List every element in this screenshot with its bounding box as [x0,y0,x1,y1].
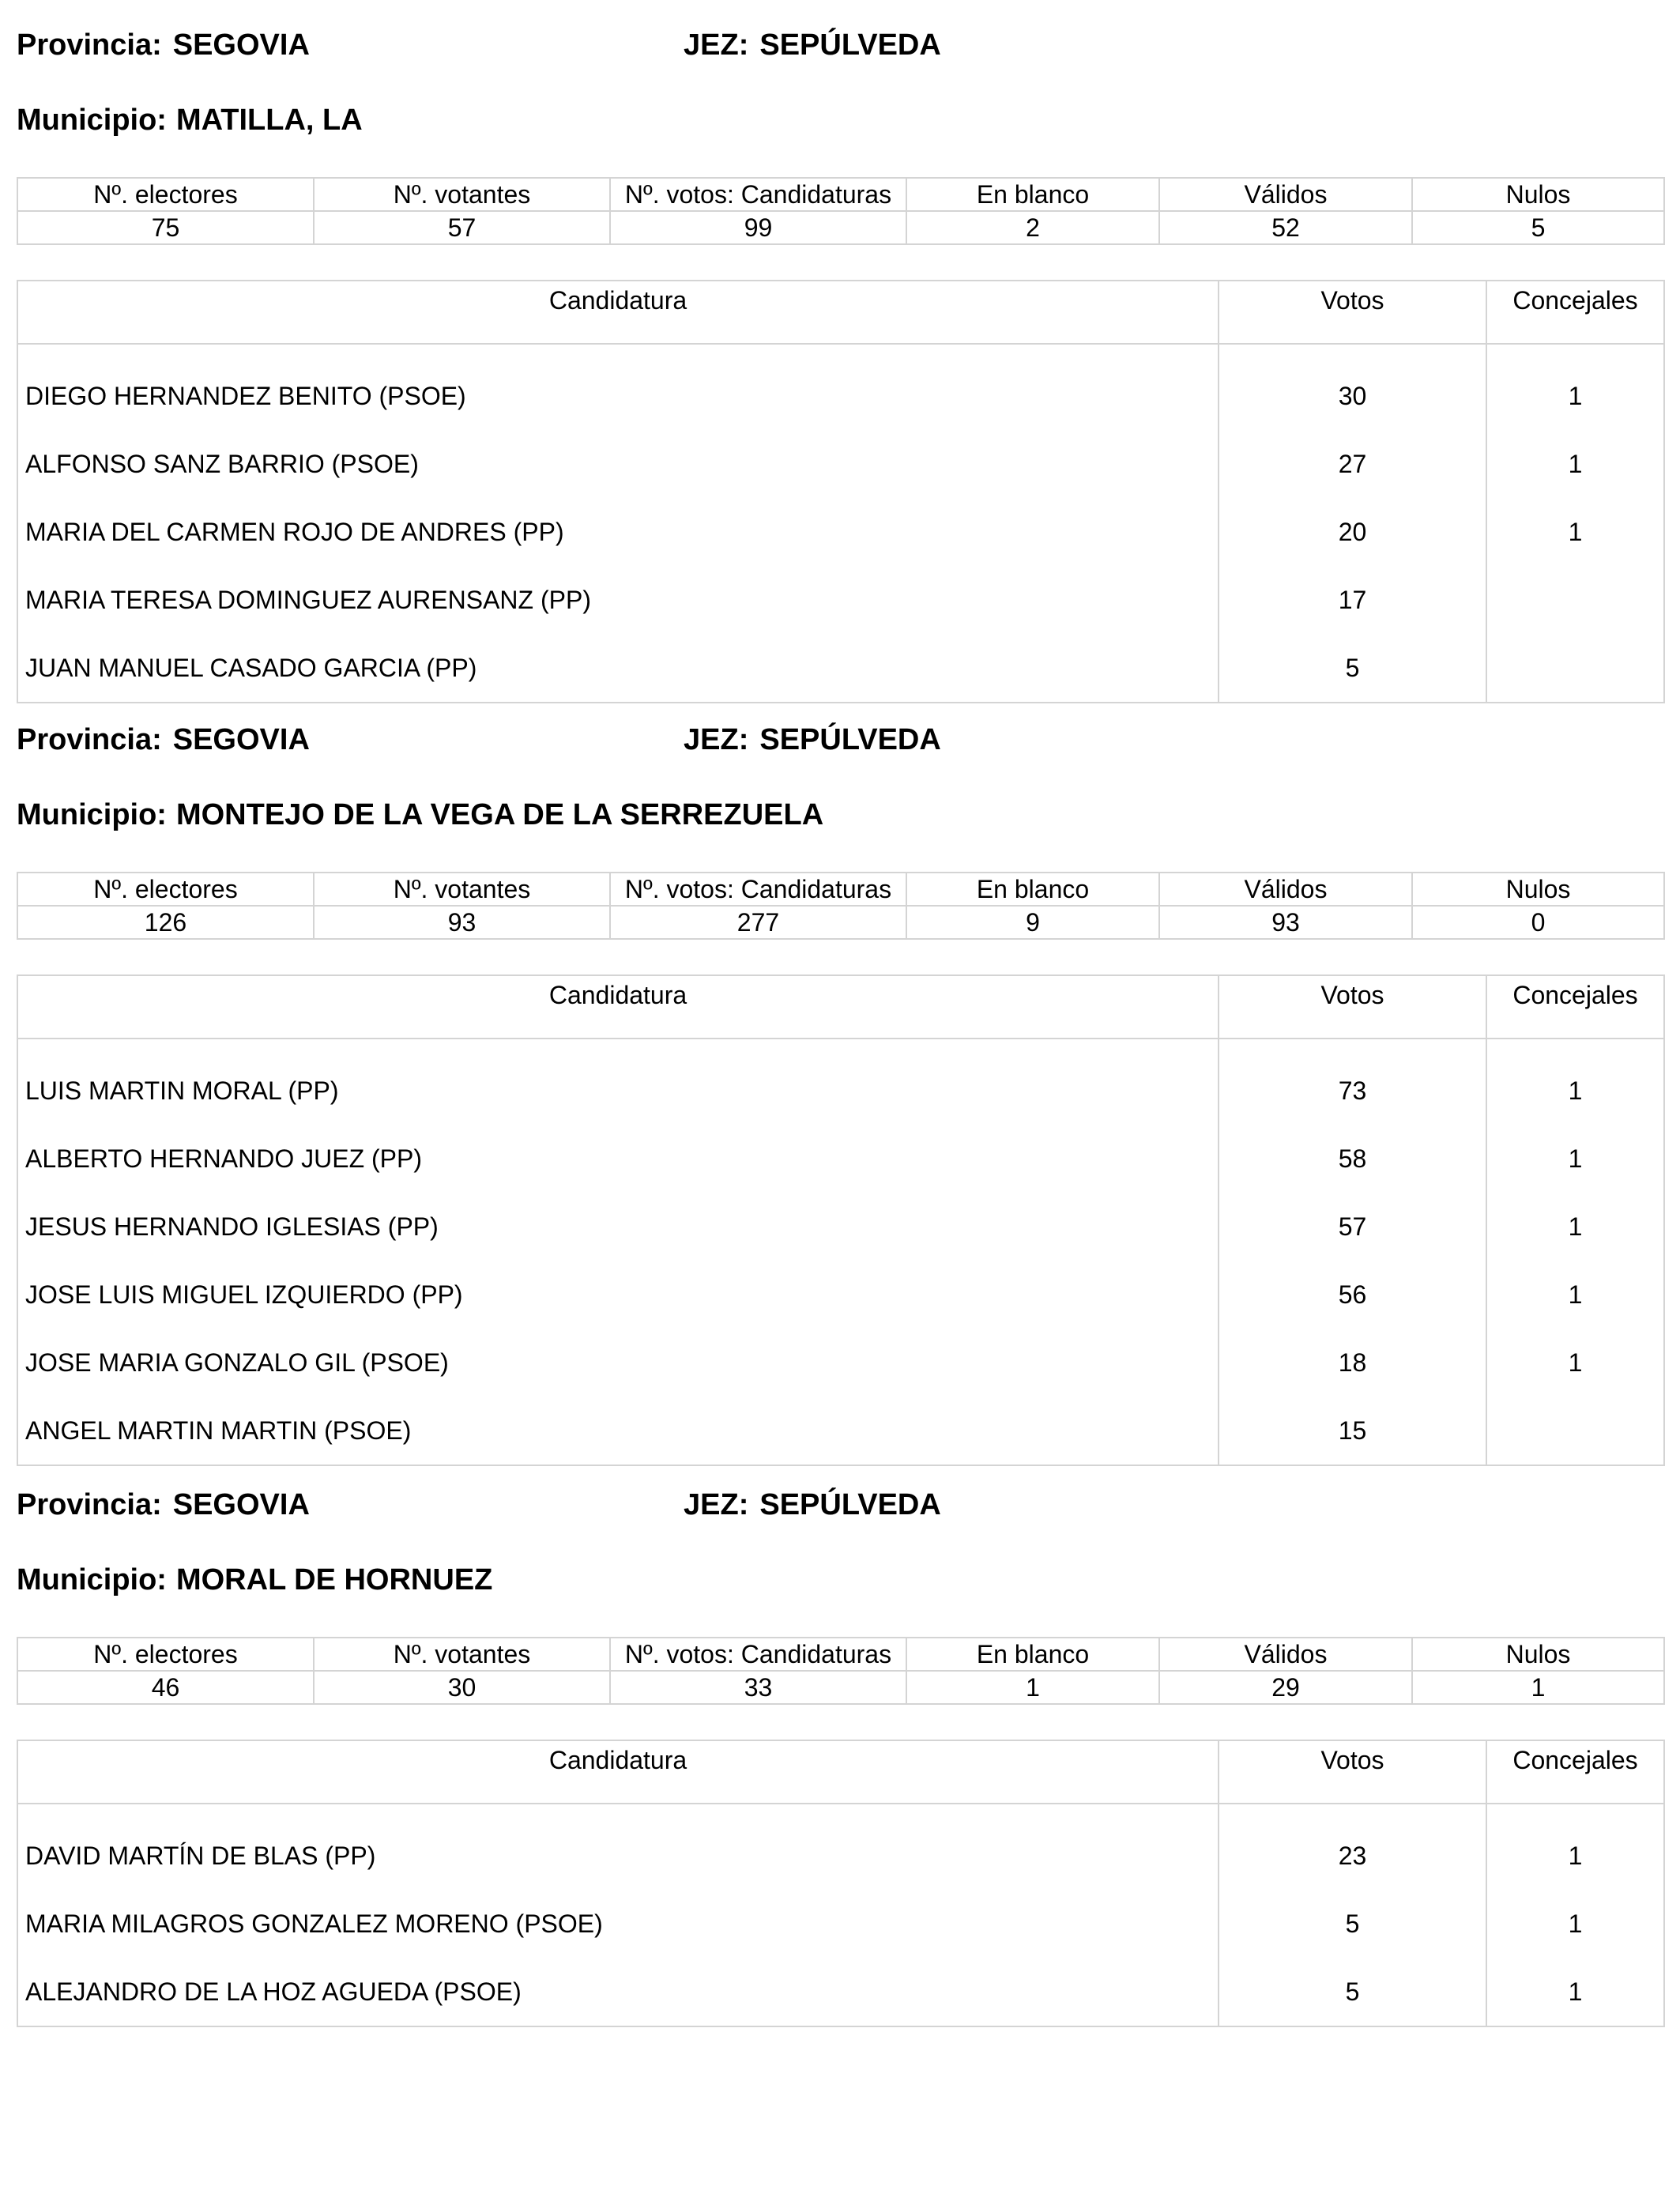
candidate-row [17,498,1664,566]
candidate-councillors: 1 [1486,1890,1664,1958]
candidates-header-cell: Concejales [1486,1740,1664,1804]
section-header [17,719,1663,760]
candidate-votes: 5 [1219,1890,1486,1958]
candidate-name: ALEJANDRO DE LA HOZ AGUEDA (PSOE) [25,1977,522,2006]
candidate-votes: 30 [1219,344,1486,430]
summary-value-cell: 57 [314,211,610,244]
summary-value-cell: 9 [906,906,1159,939]
summary-value-cell: 93 [314,906,610,939]
municipio [17,100,363,141]
candidate-row [17,1958,1664,2026]
municipality-section [17,719,1663,1445]
summary-header-cell: Válidos [1159,178,1412,211]
candidate-councillors: 1 [1486,1329,1664,1397]
jez [684,25,941,66]
candidate-votes: 5 [1219,634,1486,703]
municipio [17,1559,492,1600]
summary-header-cell: Válidos [1159,873,1412,906]
candidate-row [17,344,1664,430]
summary-value-cell: 5 [1412,211,1664,244]
jez [684,1484,941,1525]
jez-value: SEPÚLVEDA [759,28,941,62]
candidate-votes: 73 [1219,1039,1486,1125]
summary-value-cell: 52 [1159,211,1412,244]
municipio-label: Municipio: [17,798,167,831]
candidate-councillors: 1 [1486,498,1664,566]
summary-header-row [17,1638,1664,1671]
candidate-name: LUIS MARTIN MORAL (PP) [25,1076,339,1105]
candidate-row [17,1329,1664,1397]
candidate-row [17,566,1664,634]
summary-header-cell: En blanco [906,873,1159,906]
candidate-councillors [1486,1397,1664,1465]
candidates-header-cell: Votos [1219,975,1486,1039]
provincia-label: Provincia: [17,1488,162,1521]
candidates-header-row [17,281,1664,344]
candidate-name: ALBERTO HERNANDO JUEZ (PP) [25,1144,423,1173]
summary-header-cell: Nulos [1412,873,1664,906]
jez-value: SEPÚLVEDA [759,1488,941,1521]
summary-value-cell: 30 [314,1671,610,1704]
candidate-councillors: 1 [1486,1125,1664,1193]
candidate-votes: 18 [1219,1329,1486,1397]
candidate-votes: 23 [1219,1804,1486,1890]
candidates-header-cell: Votos [1219,281,1486,344]
candidate-row [17,1261,1664,1329]
summary-value-cell: 1 [1412,1671,1664,1704]
candidate-councillors: 1 [1486,430,1664,498]
candidate-votes: 20 [1219,498,1486,566]
summary-value-row [17,1671,1664,1704]
summary-value-cell: 99 [610,211,906,244]
municipio-label: Municipio: [17,104,167,137]
jez-label: JEZ: [684,28,749,62]
provincia-label: Provincia: [17,28,162,62]
candidate-row [17,1804,1664,1890]
summary-header-cell: Nº. votantes [314,1638,610,1671]
municipio-value: MORAL DE HORNUEZ [175,1563,493,1596]
jez-label: JEZ: [684,1488,749,1521]
candidates-table [17,1740,1665,2027]
summary-header-cell: Nº. votantes [314,873,610,906]
candidate-votes: 56 [1219,1261,1486,1329]
summary-header-cell: Nº. electores [17,178,314,211]
summary-value-cell: 93 [1159,906,1412,939]
summary-value-cell: 33 [610,1671,906,1704]
candidate-row [17,634,1664,703]
candidate-name: JOSE MARIA GONZALO GIL (PSOE) [25,1348,449,1377]
candidate-councillors [1486,634,1664,703]
candidate-row [17,1039,1664,1125]
candidate-name: JOSE LUIS MIGUEL IZQUIERDO (PP) [25,1280,463,1309]
candidate-votes: 27 [1219,430,1486,498]
provincia-value: SEGOVIA [172,723,310,756]
jez-value: SEPÚLVEDA [759,723,941,756]
summary-value-cell: 29 [1159,1671,1412,1704]
summary-header-cell: Nº. votos: Candidaturas [610,178,906,211]
municipio [17,794,823,835]
candidates-header-cell: Concejales [1486,975,1664,1039]
municipality-section [17,1484,1663,2006]
candidate-councillors [1486,566,1664,634]
candidates-header-cell: Votos [1219,1740,1486,1804]
provincia [17,1484,310,1525]
provincia-value: SEGOVIA [172,1488,310,1521]
candidate-name: JUAN MANUEL CASADO GARCIA (PP) [25,654,477,682]
candidate-councillors: 1 [1486,1804,1664,1890]
candidates-header-cell: Candidatura [17,975,1219,1039]
provincia-value: SEGOVIA [172,28,310,62]
candidate-councillors: 1 [1486,1039,1664,1125]
jez-label: JEZ: [684,723,749,756]
summary-value-cell: 46 [17,1671,314,1704]
summary-header-cell: Nº. votos: Candidaturas [610,1638,906,1671]
candidate-name: ALFONSO SANZ BARRIO (PSOE) [25,450,419,478]
candidates-table [17,280,1665,703]
summary-header-cell: Nº. votos: Candidaturas [610,873,906,906]
summary-value-row [17,906,1664,939]
candidate-councillors: 1 [1486,344,1664,430]
candidate-name: ANGEL MARTIN MARTIN (PSOE) [25,1416,412,1445]
summary-table [17,177,1665,245]
summary-header-cell: En blanco [906,1638,1159,1671]
provincia-label: Provincia: [17,723,162,756]
summary-header-cell: Nulos [1412,178,1664,211]
summary-header-cell: En blanco [906,178,1159,211]
summary-table [17,1637,1665,1705]
candidates-header-cell: Concejales [1486,281,1664,344]
summary-header-cell: Nº. electores [17,873,314,906]
summary-header-row [17,178,1664,211]
candidate-councillors: 1 [1486,1193,1664,1261]
candidate-name: DAVID MARTÍN DE BLAS (PP) [25,1842,376,1870]
candidate-votes: 58 [1219,1125,1486,1193]
candidate-name: MARIA DEL CARMEN ROJO DE ANDRES (PP) [25,518,564,546]
candidate-row [17,1193,1664,1261]
summary-header-cell: Nulos [1412,1638,1664,1671]
municipio-label: Municipio: [17,1563,167,1596]
section-header [17,25,1663,66]
municipio-value: MONTEJO DE LA VEGA DE LA SERREZUELA [175,798,824,831]
provincia [17,719,310,760]
summary-header-cell: Válidos [1159,1638,1412,1671]
candidate-name: DIEGO HERNANDEZ BENITO (PSOE) [25,382,466,410]
summary-value-cell: 1 [906,1671,1159,1704]
municipio-value: MATILLA, LA [175,104,363,137]
section-header [17,1484,1663,1525]
candidates-header-cell: Candidatura [17,1740,1219,1804]
candidates-header-cell: Candidatura [17,281,1219,344]
municipality-section [17,25,1663,682]
candidates-header-row [17,1740,1664,1804]
candidate-votes: 5 [1219,1958,1486,2026]
summary-value-cell: 75 [17,211,314,244]
summary-value-row [17,211,1664,244]
summary-value-cell: 2 [906,211,1159,244]
candidate-votes: 15 [1219,1397,1486,1465]
candidate-row [17,1890,1664,1958]
candidate-name: MARIA MILAGROS GONZALEZ MORENO (PSOE) [25,1909,603,1938]
candidates-header-row [17,975,1664,1039]
summary-header-cell: Nº. electores [17,1638,314,1671]
summary-header-row [17,873,1664,906]
candidate-name: MARIA TERESA DOMINGUEZ AURENSANZ (PP) [25,586,591,614]
candidate-row [17,1397,1664,1465]
candidates-table [17,974,1665,1466]
candidate-row [17,430,1664,498]
candidate-name: JESUS HERNANDO IGLESIAS (PP) [25,1212,439,1241]
candidate-councillors: 1 [1486,1261,1664,1329]
candidate-councillors: 1 [1486,1958,1664,2026]
summary-value-cell: 0 [1412,906,1664,939]
candidate-votes: 57 [1219,1193,1486,1261]
jez [684,719,941,760]
summary-value-cell: 126 [17,906,314,939]
candidate-votes: 17 [1219,566,1486,634]
summary-value-cell: 277 [610,906,906,939]
summary-table [17,872,1665,940]
summary-header-cell: Nº. votantes [314,178,610,211]
provincia [17,25,310,66]
candidate-row [17,1125,1664,1193]
